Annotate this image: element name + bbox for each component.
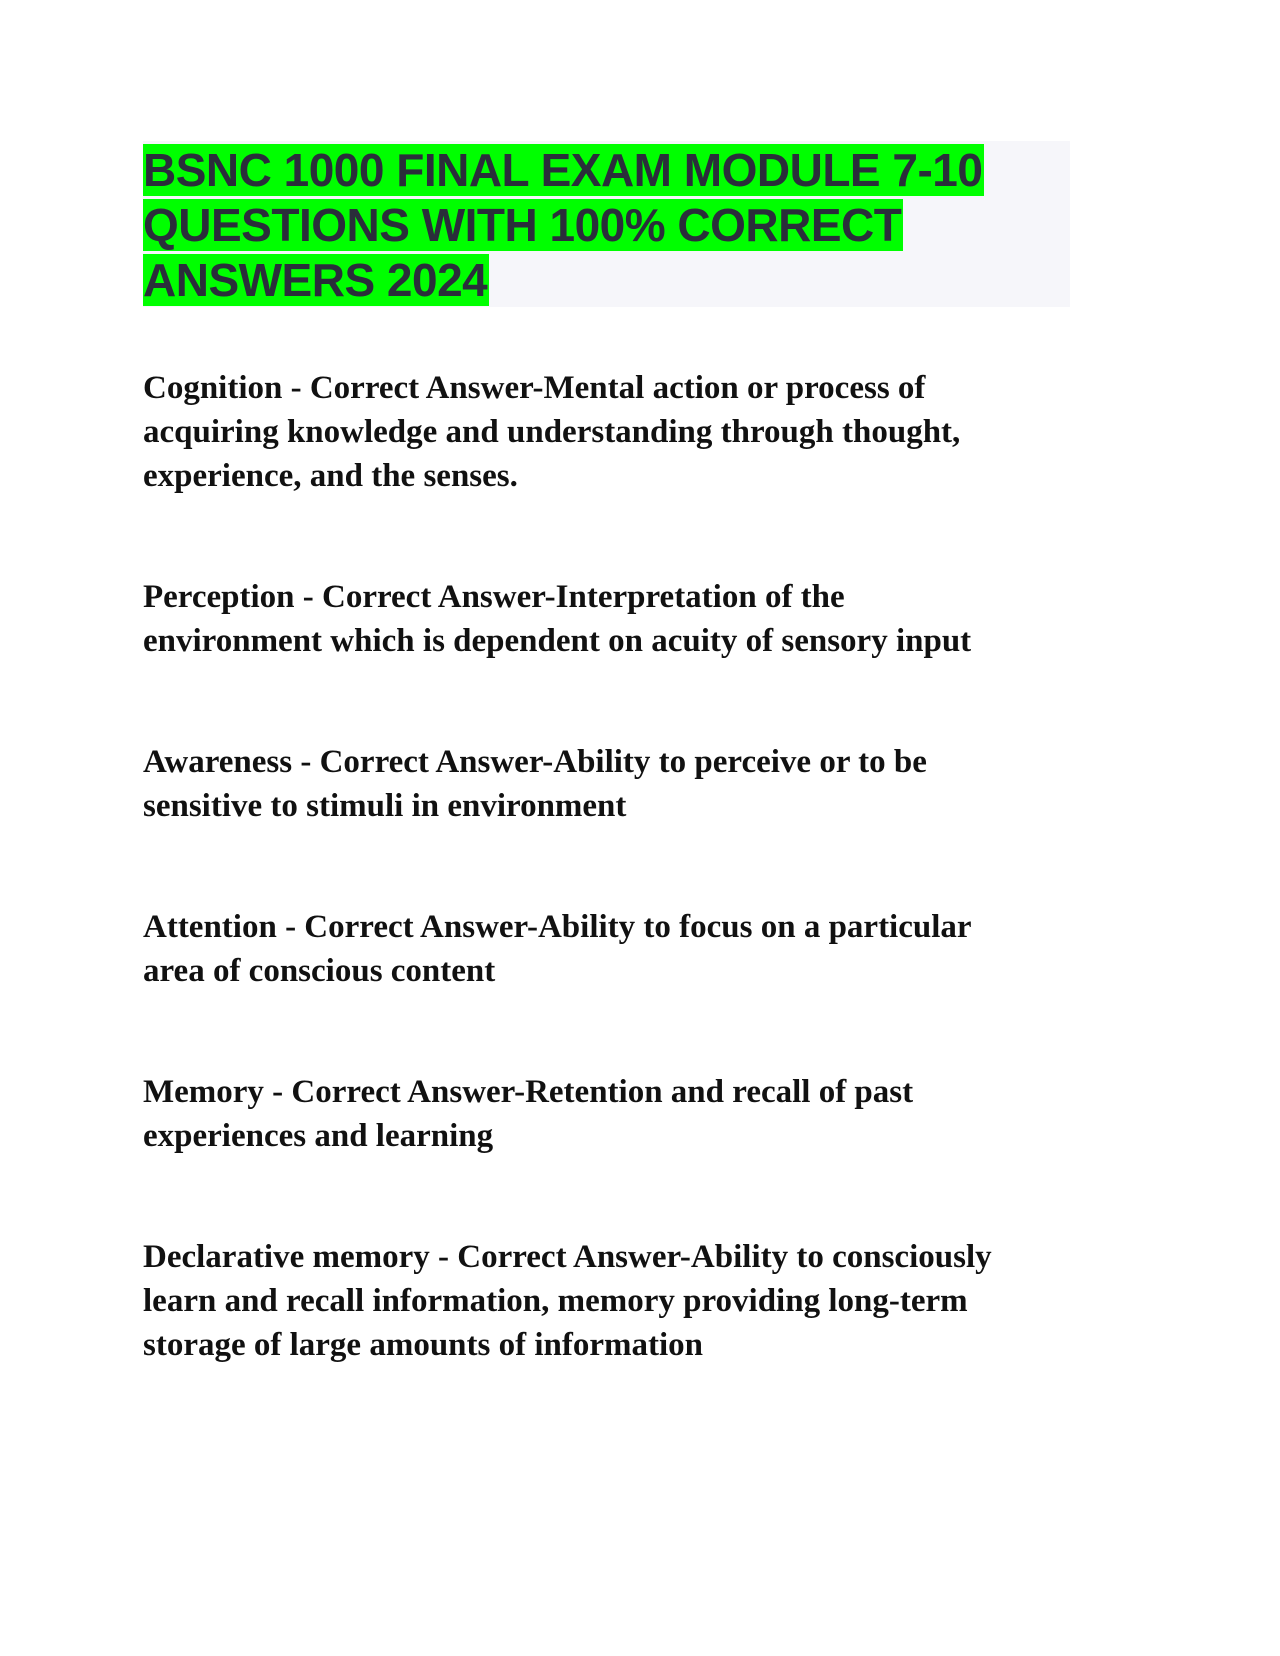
- document-title: [143, 143, 984, 308]
- entry-line: experience, and the senses.: [143, 458, 518, 494]
- entry-line: Cognition - Correct Answer-Mental action or process of: [143, 370, 926, 406]
- title-line: QUESTIONS WITH 100% CORRECT: [143, 199, 902, 251]
- entry-line: Memory - Correct Answer-Retention and recall of past: [143, 1074, 914, 1110]
- entry-line: sensitive to stimuli in environment: [143, 788, 627, 824]
- entry-line: Declarative memory - Correct Answer-Ability to consciously: [143, 1239, 992, 1275]
- qa-list: [143, 366, 1103, 1444]
- entry-line: acquiring knowledge and understanding through thought,: [143, 414, 961, 450]
- entry-line: Perception - Correct Answer-Interpretation of the: [143, 579, 845, 615]
- entry-line: Attention - Correct Answer-Ability to focus on a particular: [143, 909, 972, 945]
- qa-entry-perception: [143, 575, 1103, 663]
- qa-entry-attention: [143, 905, 1103, 993]
- qa-entry-cognition: [143, 366, 1103, 498]
- entry-line: environment which is dependent on acuity of sensory input: [143, 623, 972, 659]
- qa-entry-memory: [143, 1070, 1103, 1158]
- title-line: ANSWERS 2024: [143, 254, 488, 306]
- entry-line: learn and recall information, memory providing long-term: [143, 1283, 968, 1319]
- entry-line: experiences and learning: [143, 1118, 494, 1154]
- entry-line: area of conscious content: [143, 953, 496, 989]
- qa-entry-declarative-memory: [143, 1235, 1103, 1367]
- entry-line: storage of large amounts of information: [143, 1327, 704, 1363]
- title-line: BSNC 1000 FINAL EXAM MODULE 7-10: [143, 144, 983, 196]
- qa-entry-awareness: [143, 740, 1103, 828]
- entry-line: Awareness - Correct Answer-Ability to perceive or to be: [143, 744, 927, 780]
